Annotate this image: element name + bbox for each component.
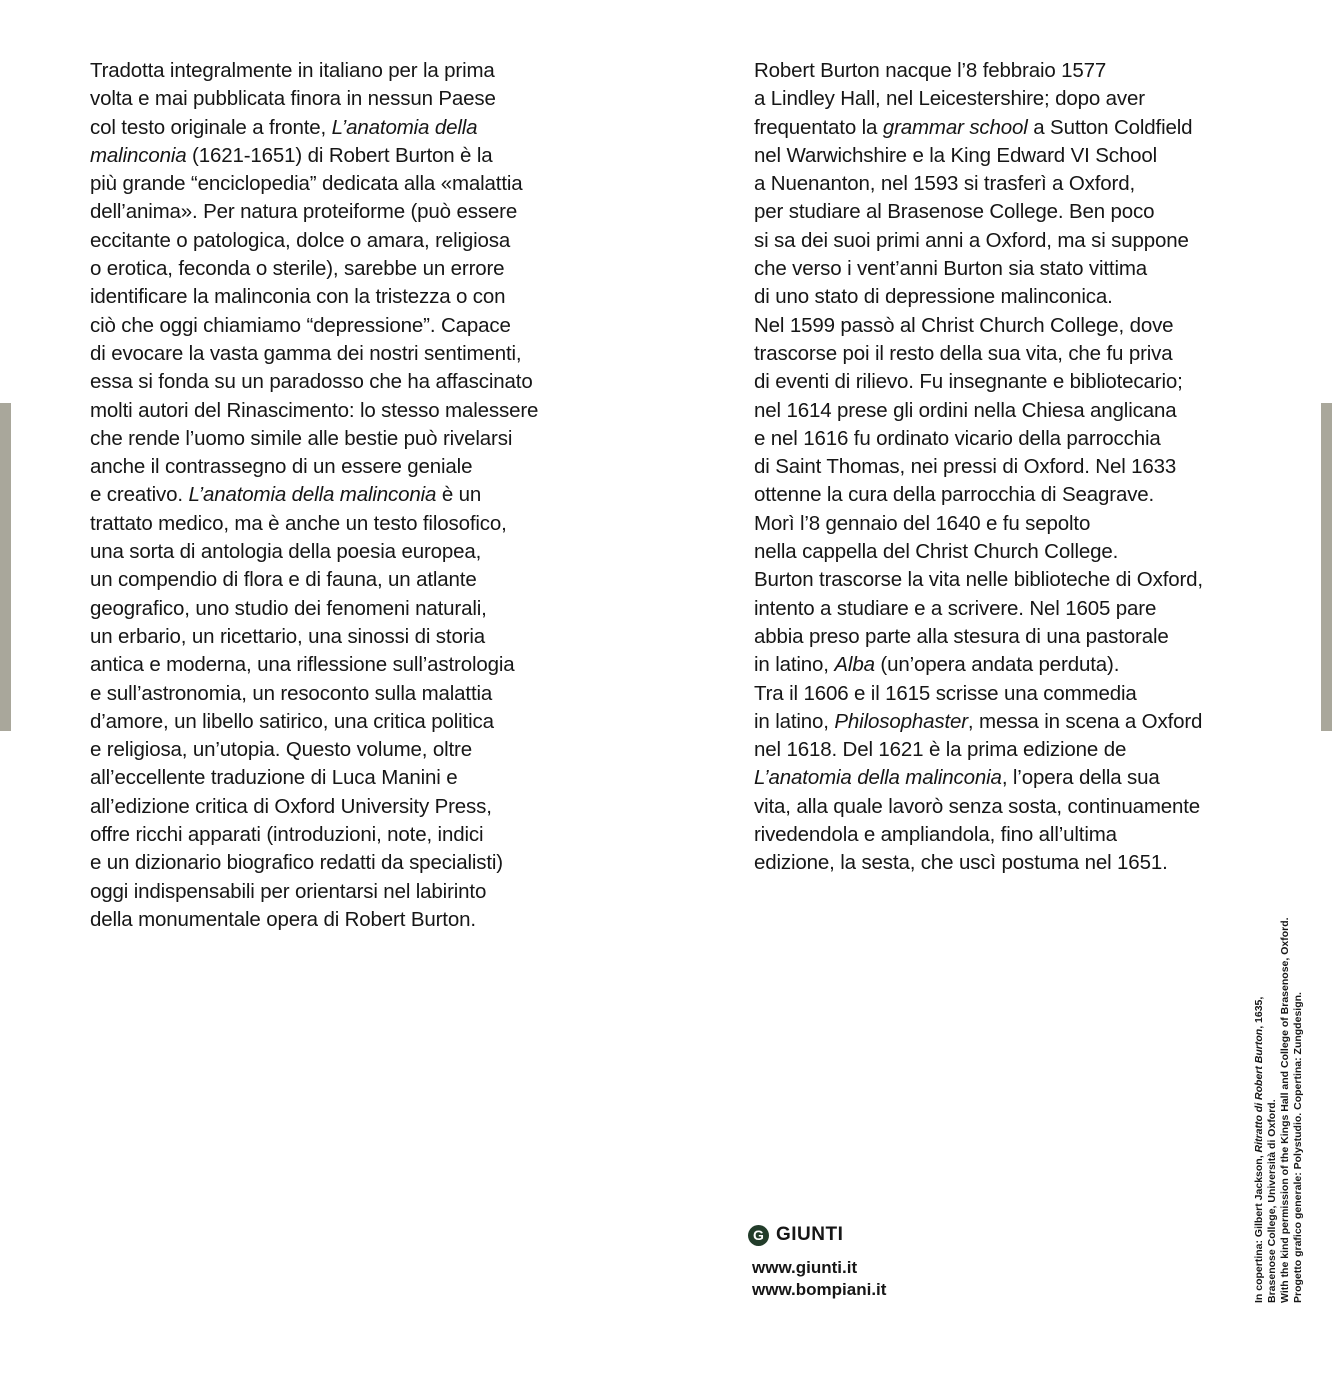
spine-mark-left bbox=[0, 403, 11, 731]
publisher-logo bbox=[748, 1224, 843, 1246]
spine-mark-right bbox=[1321, 403, 1332, 731]
url-giunti: www.giunti.it bbox=[752, 1258, 858, 1277]
publisher-urls bbox=[752, 1257, 886, 1300]
giunti-g-icon: G bbox=[748, 1225, 769, 1246]
credits-vertical-text: In copertina: Gilbert Jackson, Ritratto di Robert Burton, 1635, Brasenose College, Università di Oxford. With the kind permission of the Kings Hall and College of Brasenose, Oxford. Progetto grafico generale: Polystudio. Copertina: Zungdesign. bbox=[1253, 917, 1304, 1303]
publisher-name: GIUNTI bbox=[776, 1224, 844, 1245]
url-bompiani: www.bompiani.it bbox=[752, 1279, 887, 1299]
left-flap-text: Tradotta integralmente in italiano per la prima volta e mai pubblicata finora in nessun Paese col testo originale a fronte, L’anatomia della malinconia (1621-1651) di Robert Burton è la più grande “enciclopedia” dedicata alla «malattia dell’anima». Per natura proteiforme (può essere eccitante o patologica, dolce o amara, religiosa o erotica, feconda o sterile), sarebbe un errore identificare la malinconia con la tristezza o con ciò che oggi chiamiamo “depressione”. Capace di evocare la vasta gamma dei nostri sentimenti, essa si fonda su un paradosso che ha affascinato molti autori del Rinascimento: lo stesso malessere che rende l’uomo simile alle bestie può rivelarsi anche il contrassegno di un essere geniale e creativo. L’anatomia della malinconia è un trattato medico, ma è anche un testo filosofico, una sorta di antologia della poesia europea, un compendio di flora e di fauna, un atlante geografico, uno studio dei fenomeni naturali, un erbario, un ricettario, una sinossi di storia antica e moderna, una riflessione sull’astrologia e sull’astronomia, un resoconto sulla malattia d’amore, un libello satirico, una critica politica e religiosa, un’utopia. Questo volume, oltre all’eccellente traduzione di Luca Manini e all’edizione critica di Oxford University Press, offre ricchi apparati (introduzioni, note, indici e un dizionario biografico redatti da specialisti) oggi indispensabili per orientarsi nel labirinto della monumentale opera di Robert Burton. bbox=[90, 59, 539, 931]
right-flap-text: Robert Burton nacque l’8 febbraio 1577 a Lindley Hall, nel Leicestershire; dopo aver frequentato la grammar school a Sutton Coldfield nel Warwichshire e la King Edward VI School a Nuenanton, nel 1593 si trasferì a Oxford, per studiare al Brasenose College. Ben poco si sa dei suoi primi anni a Oxford, ma si suppone che verso i vent’anni Burton sia stato vittima di uno stato di depressione malinconica. Nel 1599 passò al Christ Church College, dove trascorse poi il resto della sua vita, che fu priva di eventi di rilievo. Fu insegnante e bibliotecario; nel 1614 prese gli ordini nella Chiesa anglicana e nel 1616 fu ordinato vicario della parrocchia di Saint Thomas, nei pressi di Oxford. Nel 1633 ottenne la cura della parrocchia di Seagrave. Morì l’8 gennaio del 1640 e fu sepolto nella cappella del Christ Church College. Burton trascorse la vita nelle biblioteche di Oxford, intento a studiare e a scrivere. Nel 1605 pare abbia preso parte alla stesura di una pastorale in latino, Alba (un’opera andata perduta). Tra il 1606 e il 1615 scrisse una commedia in latino, Philosophaster, messa in scena a Oxford nel 1618. Del 1621 è la prima edizione de L’anatomia della malinconia, l’opera della sua vita, alla quale lavorò senza sosta, continuamente rivedendola e ampliandola, fino all’ultima edizione, la sesta, che uscì postuma nel 1651. bbox=[754, 59, 1203, 875]
